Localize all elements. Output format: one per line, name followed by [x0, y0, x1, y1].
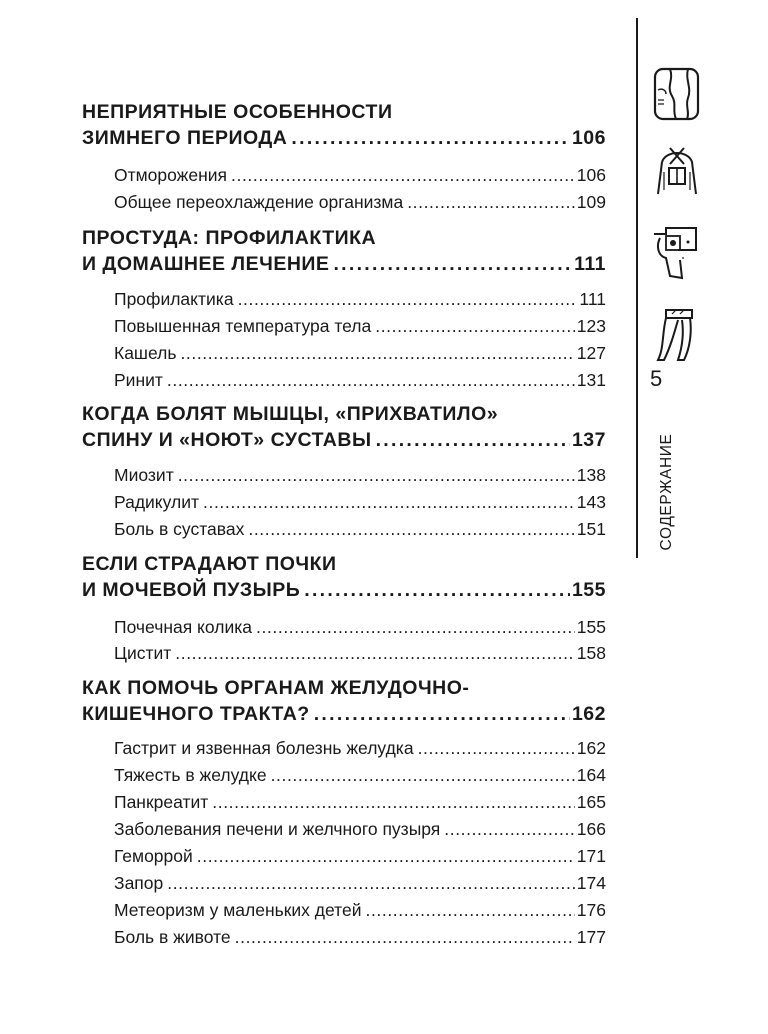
leader-dots: [235, 924, 575, 950]
item-page-number: 106: [576, 165, 606, 185]
toc-item[interactable]: [114, 286, 606, 312]
section-title-line[interactable]: НЕПРИЯТНЫЕ ОСОБЕННОСТИ: [82, 101, 393, 123]
item-title: Повышенная температура тела: [114, 316, 372, 336]
item-title: Профилактика: [114, 289, 234, 309]
item-page-number: 165: [576, 792, 606, 812]
section-title-text: И МОЧЕВОЙ ПУЗЫРЬ: [82, 579, 301, 601]
item-title: Радикулит: [114, 492, 200, 512]
item-title: Запор: [114, 873, 164, 893]
leader-dots: [365, 897, 574, 923]
legs-icon: [652, 304, 702, 364]
toc-item[interactable]: [114, 897, 606, 923]
leader-dots: [238, 286, 578, 312]
section-page-number: 106: [571, 127, 606, 149]
item-title: Тяжесть в желудке: [114, 765, 267, 785]
section-title-text: ЗИМНЕГО ПЕРИОДА: [82, 127, 288, 149]
toc-item[interactable]: [114, 843, 606, 869]
leader-dots: [314, 700, 570, 728]
item-page-number: 166: [576, 819, 606, 839]
item-page-number: 127: [576, 343, 606, 363]
item-page-number: 143: [576, 492, 606, 512]
item-title: Отморожения: [114, 165, 228, 185]
section-title-last-line[interactable]: [82, 576, 606, 604]
item-page-number: 123: [576, 316, 606, 336]
item-title: Кашель: [114, 343, 177, 363]
section-title-text: СПИНУ И «НОЮТ» СУСТАВЫ: [82, 429, 372, 451]
leader-dots: [231, 162, 575, 188]
item-title: Ринит: [114, 370, 163, 390]
item-page-number: 174: [576, 873, 606, 893]
toc-item[interactable]: [114, 340, 606, 366]
toc-item[interactable]: [114, 735, 606, 761]
abdomen-icon: [652, 224, 702, 282]
leader-dots: [248, 516, 574, 542]
item-title: Панкреатит: [114, 792, 209, 812]
item-page-number: 171: [576, 846, 606, 866]
item-page-number: 164: [576, 765, 606, 785]
toc-item[interactable]: [114, 489, 606, 515]
item-title: Заболевания печени и желчного пузыря: [114, 819, 441, 839]
item-page-number: 177: [576, 927, 606, 947]
toc-item[interactable]: [114, 614, 606, 640]
toc-item[interactable]: [114, 516, 606, 542]
item-title: Метеоризм у маленьких детей: [114, 900, 362, 920]
sidebar-divider: [636, 18, 638, 558]
section-title-text: И ДОМАШНЕЕ ЛЕЧЕНИЕ: [82, 253, 330, 275]
item-page-number: 155: [576, 617, 606, 637]
item-title: Цистит: [114, 643, 172, 663]
section-title-last-line[interactable]: [82, 250, 606, 278]
item-page-number: 158: [576, 643, 606, 663]
table-of-contents: [82, 0, 606, 1034]
leader-dots: [175, 640, 575, 666]
section-page-number: 111: [574, 253, 606, 275]
item-title: Боль в суставах: [114, 519, 245, 539]
leader-dots: [291, 124, 570, 152]
toc-item[interactable]: [114, 870, 606, 896]
leader-dots: [376, 426, 570, 454]
leader-dots: [197, 843, 575, 869]
item-page-number: 138: [576, 465, 606, 485]
toc-item[interactable]: [114, 762, 606, 788]
leader-dots: [333, 250, 572, 278]
back-shoulders-icon: [652, 142, 702, 198]
section-title-line[interactable]: КОГДА БОЛЯТ МЫШЦЫ, «ПРИХВАТИЛО»: [82, 403, 499, 425]
leader-dots: [271, 762, 575, 788]
item-title: Миозит: [114, 465, 174, 485]
item-page-number: 151: [576, 519, 606, 539]
item-title: Почечная колика: [114, 617, 253, 637]
leader-dots: [444, 816, 575, 842]
section-title-last-line[interactable]: [82, 124, 606, 152]
section-title-last-line[interactable]: [82, 700, 606, 728]
item-page-number: 109: [576, 192, 606, 212]
toc-item[interactable]: [114, 162, 606, 188]
item-page-number: 131: [576, 370, 606, 390]
toc-item[interactable]: [114, 189, 606, 215]
item-page-number: 162: [576, 738, 606, 758]
item-title: Гастрит и язвенная болезнь желудка: [114, 738, 414, 758]
section-title-last-line[interactable]: [82, 426, 606, 454]
leader-dots: [180, 340, 574, 366]
item-page-number: 111: [579, 289, 606, 309]
toc-item[interactable]: [114, 367, 606, 393]
toc-item[interactable]: [114, 789, 606, 815]
leader-dots: [212, 789, 575, 815]
leader-dots: [167, 367, 575, 393]
section-title-line[interactable]: ПРОСТУДА: ПРОФИЛАКТИКА: [82, 227, 377, 249]
section-title-line[interactable]: КАК ПОМОЧЬ ОРГАНАМ ЖЕЛУДОЧНО-: [82, 677, 470, 699]
section-page-number: 137: [571, 429, 606, 451]
leader-dots: [418, 735, 575, 761]
toc-item[interactable]: [114, 462, 606, 488]
torso-icon: [652, 66, 702, 122]
page-number: 5: [650, 366, 663, 391]
toc-item[interactable]: [114, 924, 606, 950]
leader-dots: [178, 462, 575, 488]
section-page-number: 162: [571, 703, 606, 725]
leader-dots: [304, 576, 570, 604]
item-title: Общее переохлаждение организма: [114, 192, 404, 212]
item-page-number: 176: [576, 900, 606, 920]
toc-item[interactable]: [114, 313, 606, 339]
leader-dots: [407, 189, 575, 215]
section-label: СОДЕРЖАНИЕ: [658, 433, 675, 551]
section-page-number: 155: [571, 579, 606, 601]
leader-dots: [167, 870, 575, 896]
section-title-line[interactable]: ЕСЛИ СТРАДАЮТ ПОЧКИ: [82, 553, 337, 575]
section-title-text: КИШЕЧНОГО ТРАКТА?: [82, 703, 310, 725]
toc-item[interactable]: [114, 640, 606, 666]
leader-dots: [256, 614, 575, 640]
leader-dots: [375, 313, 575, 339]
item-title: Геморрой: [114, 846, 193, 866]
item-title: Боль в животе: [114, 927, 231, 947]
toc-item[interactable]: [114, 816, 606, 842]
leader-dots: [203, 489, 575, 515]
